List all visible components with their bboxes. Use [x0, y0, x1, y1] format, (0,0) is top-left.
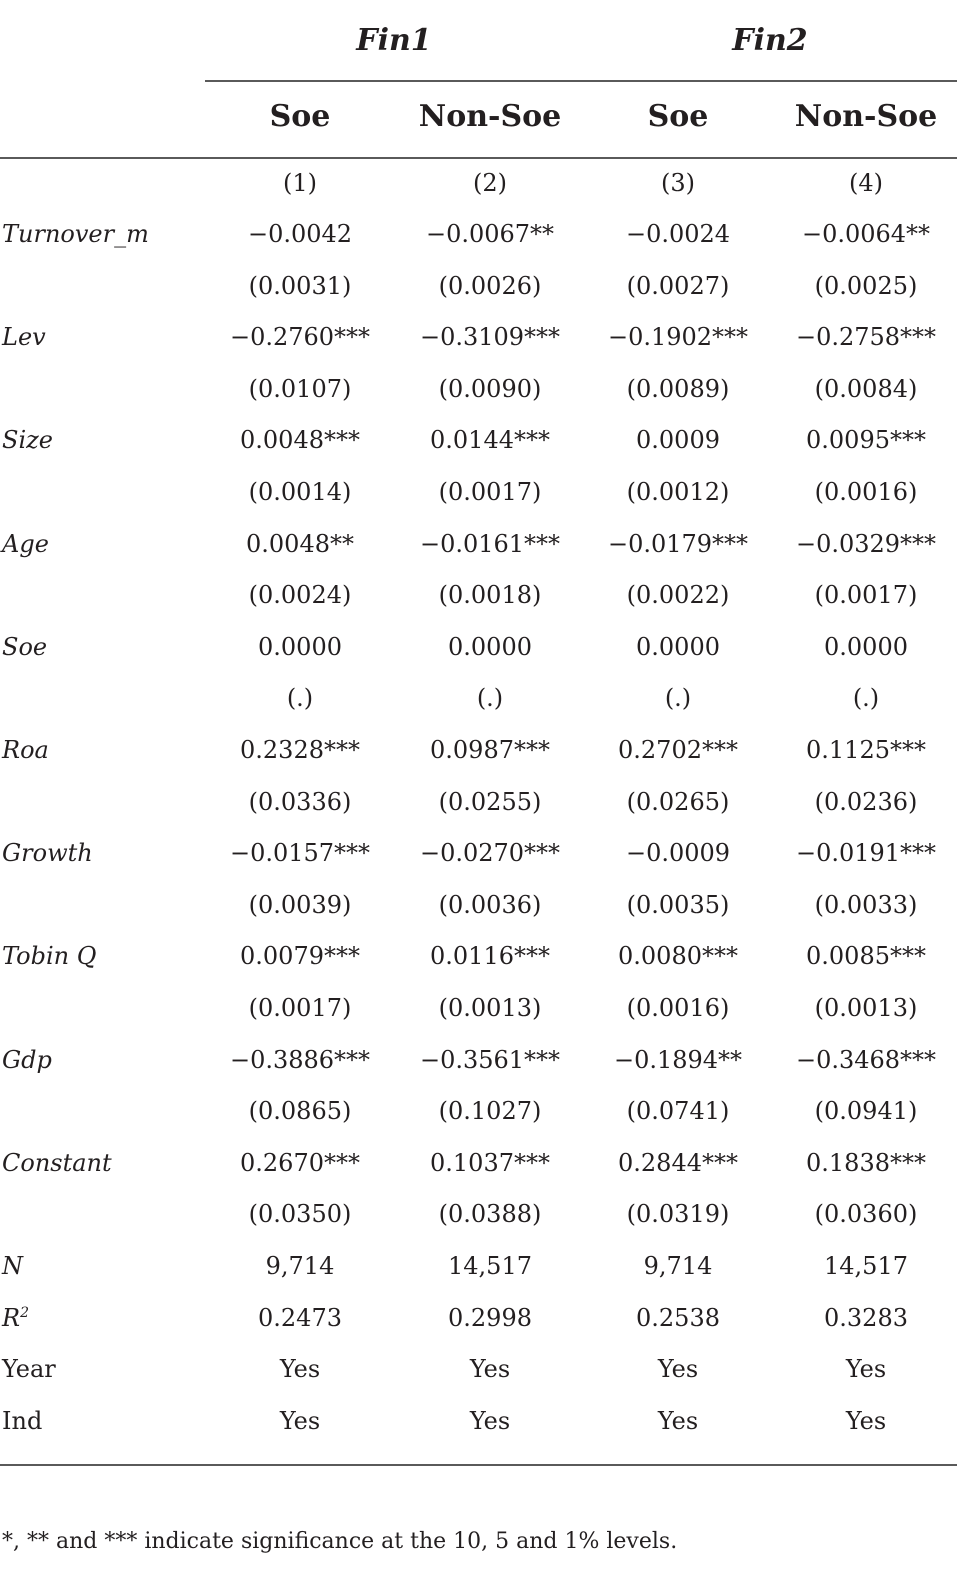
row-label-text: Constant — [2, 1148, 112, 1177]
row-label-text: N — [2, 1252, 23, 1280]
table-row-stat — [0, 1295, 957, 1341]
table-row-se — [0, 469, 957, 515]
row-label — [2, 314, 46, 360]
table-row-coef — [0, 417, 957, 463]
row-label — [2, 1346, 56, 1392]
row-label-text: Growth — [2, 839, 93, 868]
column-number: (1) — [283, 169, 317, 197]
standard-error-cell: (0.0388) — [438, 1200, 542, 1229]
standard-error-cell: (0.0255) — [438, 787, 542, 816]
row-label — [2, 1295, 29, 1341]
row-label-text: Roa — [2, 736, 49, 764]
row-label-text: Age — [2, 529, 49, 558]
coefficient-cell: 0.0095*** — [806, 426, 926, 455]
coefficient-cell: −0.0191*** — [795, 839, 937, 868]
coefficient-cell: −0.3561*** — [419, 1045, 561, 1074]
coefficient-cell: 0.1125*** — [806, 736, 926, 764]
stat-cell: 14,517 — [824, 1252, 908, 1280]
row-label — [2, 211, 149, 257]
column-number: (2) — [473, 169, 507, 197]
table-row-se — [0, 1088, 957, 1134]
standard-error-cell: (0.0336) — [248, 787, 352, 816]
coefficient-cell: −0.0009 — [625, 839, 731, 868]
group-header-fin2: Fin2 — [732, 23, 808, 58]
stat-cell: Yes — [657, 1406, 699, 1435]
stat-cell: Yes — [845, 1406, 887, 1435]
table-row-coef — [0, 314, 957, 360]
standard-error-cell: (0.0022) — [626, 581, 730, 610]
coefficient-cell: 0.0000 — [824, 632, 908, 661]
table-row-stat — [0, 1243, 957, 1289]
standard-error-cell: (.) — [852, 684, 880, 713]
table-row-stat — [0, 1398, 957, 1444]
table-row-coef — [0, 1037, 957, 1083]
standard-error-cell: (0.0036) — [438, 890, 542, 919]
row-label — [2, 727, 49, 773]
coefficient-cell: 0.0000 — [258, 632, 342, 661]
stat-cell: Yes — [845, 1355, 887, 1384]
coefficient-cell: −0.1894** — [613, 1045, 743, 1074]
coefficient-cell: 0.2844*** — [618, 1148, 738, 1177]
standard-error-cell: (.) — [476, 684, 504, 713]
coefficient-cell: −0.0161*** — [419, 529, 561, 558]
coefficient-cell: 0.0116*** — [430, 942, 550, 971]
table-row-coef — [0, 830, 957, 876]
standard-error-cell: (0.0018) — [438, 581, 542, 610]
table-row-coef — [0, 521, 957, 567]
coefficient-cell: −0.0042 — [247, 220, 353, 248]
standard-error-cell: (0.1027) — [438, 1097, 542, 1126]
row-label-text: Size — [2, 426, 53, 455]
row-label-text: Turnover_m — [2, 220, 149, 248]
standard-error-cell: (0.0360) — [814, 1200, 918, 1229]
coefficient-cell: 0.2670*** — [240, 1148, 360, 1177]
coefficient-cell: −0.2758*** — [795, 323, 937, 352]
coefficient-cell: −0.3886*** — [229, 1045, 371, 1074]
header-rule — [0, 157, 957, 159]
coefficient-cell: 0.0085*** — [806, 942, 926, 971]
standard-error-cell: (0.0031) — [248, 271, 352, 300]
stat-cell: 0.3283 — [824, 1303, 908, 1332]
coefficient-cell: 0.0000 — [636, 632, 720, 661]
standard-error-cell: (0.0039) — [248, 890, 352, 919]
row-label-text: Gdp — [2, 1045, 52, 1074]
coefficient-cell: −0.3468*** — [795, 1045, 937, 1074]
standard-error-cell: (0.0865) — [248, 1097, 352, 1126]
stat-cell: 0.2473 — [258, 1303, 342, 1332]
standard-error-cell: (0.0236) — [814, 787, 918, 816]
coefficient-cell: 0.0080*** — [618, 942, 738, 971]
coefficient-cell: −0.0157*** — [229, 839, 371, 868]
table-row-coef — [0, 727, 957, 773]
stat-cell: 0.2538 — [636, 1303, 720, 1332]
standard-error-cell: (0.0012) — [626, 478, 730, 506]
stat-cell: 0.2998 — [448, 1303, 532, 1332]
table-row-se — [0, 675, 957, 721]
stat-cell: 14,517 — [448, 1252, 532, 1280]
standard-error-cell: (0.0016) — [626, 994, 730, 1022]
table-footnote: *, ** and *** indicate significance at the 10, 5 and 1% levels. — [2, 1529, 678, 1554]
row-label — [2, 933, 96, 979]
standard-error-cell: (0.0035) — [626, 890, 730, 919]
standard-error-cell: (0.0024) — [248, 581, 352, 610]
coefficient-cell: 0.0048** — [246, 529, 354, 558]
coefficient-cell: −0.0064** — [801, 220, 931, 248]
table-row-se — [0, 779, 957, 825]
table-row-coef — [0, 211, 957, 257]
coefficient-cell: −0.1902*** — [607, 323, 749, 352]
standard-error-cell: (0.0265) — [626, 787, 730, 816]
coefficient-cell: 0.0987*** — [430, 736, 550, 764]
standard-error-cell: (0.0017) — [814, 581, 918, 610]
bottom-rule — [0, 1464, 957, 1466]
row-label — [2, 417, 53, 463]
standard-error-cell: (0.0319) — [626, 1200, 730, 1229]
coefficient-cell: −0.2760*** — [229, 323, 371, 352]
standard-error-cell: (0.0017) — [438, 478, 542, 506]
subheader-col-2: Non-Soe — [418, 99, 562, 134]
stat-cell: Yes — [469, 1355, 511, 1384]
stat-cell: Yes — [279, 1406, 321, 1435]
standard-error-cell: (0.0013) — [814, 994, 918, 1022]
standard-error-cell: (0.0941) — [814, 1097, 918, 1126]
standard-error-cell: (0.0084) — [814, 374, 918, 403]
row-label — [2, 624, 47, 670]
table-row-se — [0, 985, 957, 1031]
standard-error-cell: (0.0017) — [248, 994, 352, 1022]
row-label — [2, 1398, 42, 1444]
stat-cell: 9,714 — [265, 1252, 335, 1280]
row-label — [2, 1243, 23, 1289]
group-header-fin1: Fin1 — [356, 23, 432, 58]
table-row-se — [0, 882, 957, 928]
standard-error-cell: (.) — [664, 684, 692, 713]
table-row-se — [0, 366, 957, 412]
standard-error-cell: (0.0350) — [248, 1200, 352, 1229]
coefficient-cell: −0.0024 — [625, 220, 731, 248]
row-label-text: Year — [2, 1355, 56, 1384]
row-label — [2, 830, 93, 876]
table-row-coef — [0, 624, 957, 670]
coefficient-cell: −0.3109*** — [419, 323, 561, 352]
coefficient-cell: −0.0329*** — [795, 529, 937, 558]
row-label-text: Tobin Q — [2, 942, 97, 971]
coefficient-cell: 0.0048*** — [240, 426, 360, 455]
stat-cell: 9,714 — [643, 1252, 713, 1280]
column-number: (3) — [661, 169, 695, 197]
coefficient-cell: 0.2328*** — [240, 736, 360, 764]
table-row-coef — [0, 1140, 957, 1186]
coefficient-cell: −0.0067** — [425, 220, 555, 248]
stat-cell: Yes — [279, 1355, 321, 1384]
standard-error-cell: (0.0016) — [814, 478, 918, 506]
row-label-text: Lev — [2, 323, 46, 352]
standard-error-cell: (0.0013) — [438, 994, 542, 1022]
stat-cell: Yes — [469, 1406, 511, 1435]
standard-error-cell: (0.0107) — [248, 374, 352, 403]
row-label — [2, 1037, 52, 1083]
row-label-text: Soe — [2, 632, 48, 661]
table-row-stat — [0, 1346, 957, 1392]
standard-error-cell: (0.0027) — [626, 271, 730, 300]
table-row-se — [0, 572, 957, 618]
standard-error-cell: (0.0025) — [814, 271, 918, 300]
coefficient-cell: 0.0009 — [636, 426, 720, 455]
coefficient-cell: 0.0079*** — [240, 942, 360, 971]
table-row-se — [0, 263, 957, 309]
coefficient-cell: 0.2702*** — [618, 736, 738, 764]
standard-error-cell: (0.0014) — [248, 478, 352, 506]
standard-error-cell: (0.0089) — [626, 374, 730, 403]
table-row-coef — [0, 933, 957, 979]
group-rule — [205, 80, 957, 82]
coefficient-cell: 0.0144*** — [430, 426, 550, 455]
column-number: (4) — [849, 169, 883, 197]
row-label — [2, 521, 49, 567]
subheader-col-1: Soe — [269, 99, 331, 134]
coefficient-cell: 0.1838*** — [806, 1148, 926, 1177]
row-label-text: R — [2, 1303, 21, 1332]
coefficient-cell: 0.1037*** — [430, 1148, 550, 1177]
row-label — [2, 1140, 112, 1186]
standard-error-cell: (0.0090) — [438, 374, 542, 403]
table-row-se — [0, 1191, 957, 1237]
column-number-row — [0, 160, 957, 206]
coefficient-cell: −0.0179*** — [607, 529, 749, 558]
standard-error-cell: (0.0026) — [438, 271, 542, 300]
row-label-text: Ind — [2, 1406, 43, 1435]
subheader-col-3: Soe — [647, 99, 709, 134]
coefficient-cell: 0.0000 — [448, 632, 532, 661]
standard-error-cell: (0.0033) — [814, 890, 918, 919]
standard-error-cell: (.) — [286, 684, 314, 713]
superscript: 2 — [20, 1304, 29, 1321]
subheader-col-4: Non-Soe — [794, 99, 938, 134]
stat-cell: Yes — [657, 1355, 699, 1384]
coefficient-cell: −0.0270*** — [419, 839, 561, 868]
standard-error-cell: (0.0741) — [626, 1097, 730, 1126]
